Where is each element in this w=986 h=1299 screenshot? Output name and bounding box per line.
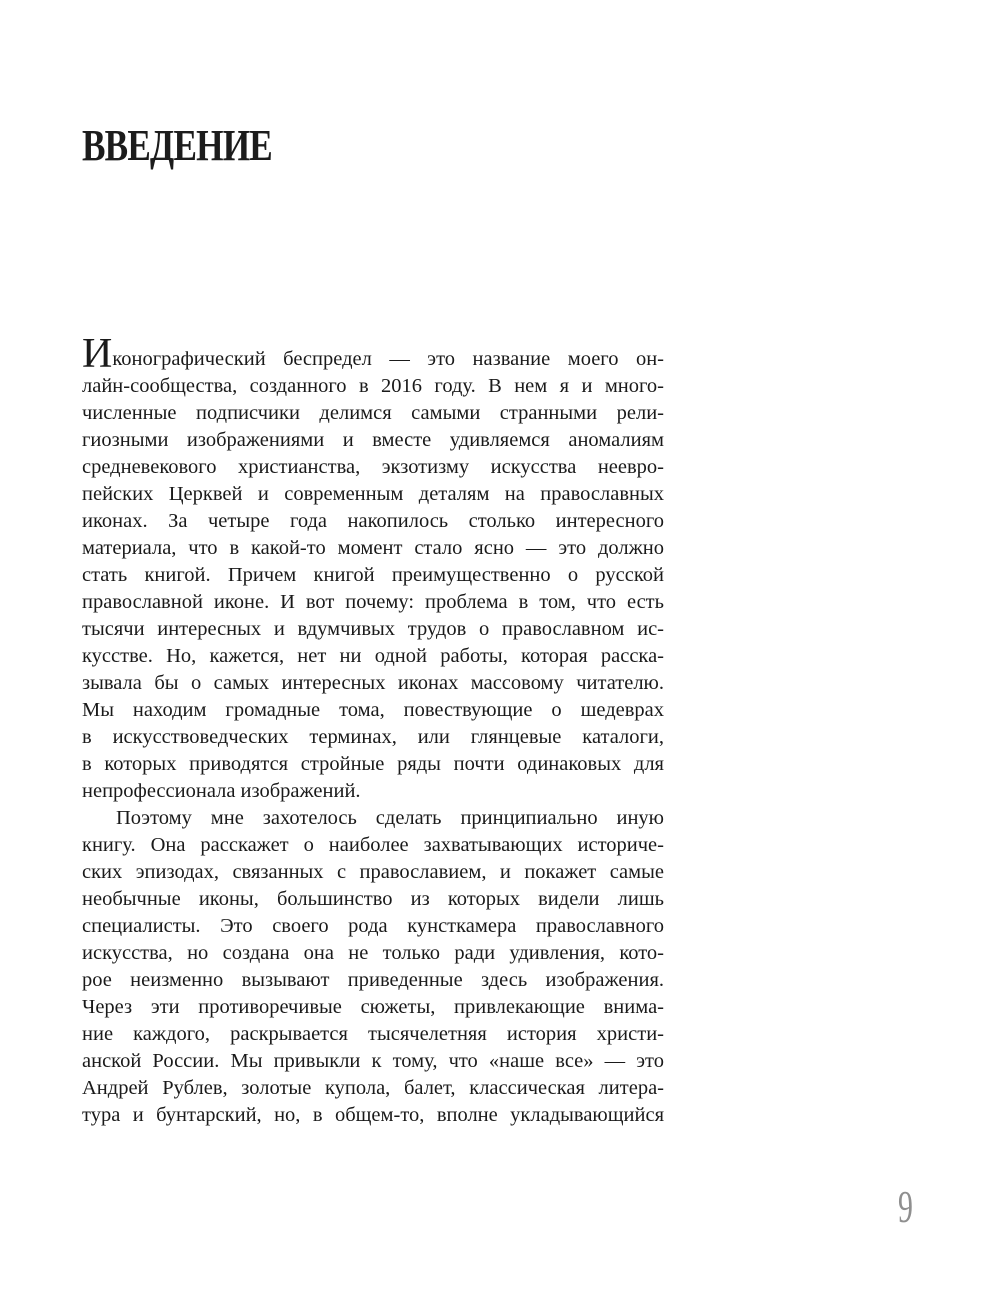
paragraph-2 <box>82 805 664 1129</box>
text-line: книгу. Она расскажет о наиболее захватывающих историче- <box>82 834 664 856</box>
text-line: искусства, но создана она не только ради удивления, кото- <box>82 942 664 964</box>
paragraph-1 <box>82 331 664 805</box>
chapter-title: ВВЕДЕНИЕ <box>82 121 272 170</box>
text-line: лайн-сообщества, созданного в 2016 году. В нем я и много- <box>82 375 664 397</box>
text-line: тура и бунтарский, но, в общем-то, вполне укладывающийся <box>82 1104 664 1126</box>
text-line: Через эти противоречивые сюжеты, привлекающие внима- <box>82 996 664 1018</box>
text-line: непрофессионала изображений. <box>82 780 361 802</box>
text-line: Мы находим громадные тома, повествующие о шедеврах <box>82 699 664 721</box>
text-line: гиозными изображениями и вместе удивляемся аномалиям <box>82 429 664 451</box>
text-line: ских эпизодах, связанных с православием, и покажет самые <box>82 861 664 883</box>
text-line: в которых приводятся стройные ряды почти одинаковых для <box>82 753 664 775</box>
line-text: конографический беспредел — это название моего он- <box>112 348 664 370</box>
text-line: Поэтому мне захотелось сделать принципиально иную <box>116 807 664 829</box>
text-line: ние каждого, раскрывается тысячелетняя история христи- <box>82 1023 664 1045</box>
text-line: в искусствоведческих терминах, или глянцевые каталоги, <box>82 726 664 748</box>
text-line: специалисты. Это своего рода кунсткамера православного <box>82 915 664 937</box>
text-line: материала, что в какой-то момент стало ясно — это должно <box>82 537 664 559</box>
text-line: зывала бы о самых интересных иконах массовому читателю. <box>82 672 664 694</box>
page-number: 9 <box>898 1181 913 1232</box>
text-line: средневекового христианства, экзотизму искусства неевро- <box>82 456 664 478</box>
text-line: анской России. Мы привыкли к тому, что «наше все» — это <box>82 1050 664 1072</box>
text-line: кусстве. Но, кажется, нет ни одной работы, которая расска- <box>82 645 664 667</box>
drop-cap: И <box>82 331 113 377</box>
text-line: необычные иконы, большинство из которых видели лишь <box>82 888 664 910</box>
text-line: иконах. За четыре года накопилось столько интересного <box>82 510 664 532</box>
text-line: тысячи интересных и вдумчивых трудов о православном ис- <box>82 618 664 640</box>
text-line: рое неизменно вызывают приведенные здесь изображения. <box>82 969 664 991</box>
text-line: пейских Церквей и современным деталям на православных <box>82 483 664 505</box>
text-line: стать книгой. Причем книгой преимущественно о русской <box>82 564 664 586</box>
text-line: численные подписчики делимся самыми странными рели- <box>82 402 664 424</box>
text-line: Андрей Рублев, золотые купола, балет, классическая литера- <box>82 1077 664 1099</box>
text-line: православной иконе. И вот почему: проблема в том, что есть <box>82 591 664 613</box>
body-text <box>82 331 664 1129</box>
text-line <box>82 331 664 377</box>
